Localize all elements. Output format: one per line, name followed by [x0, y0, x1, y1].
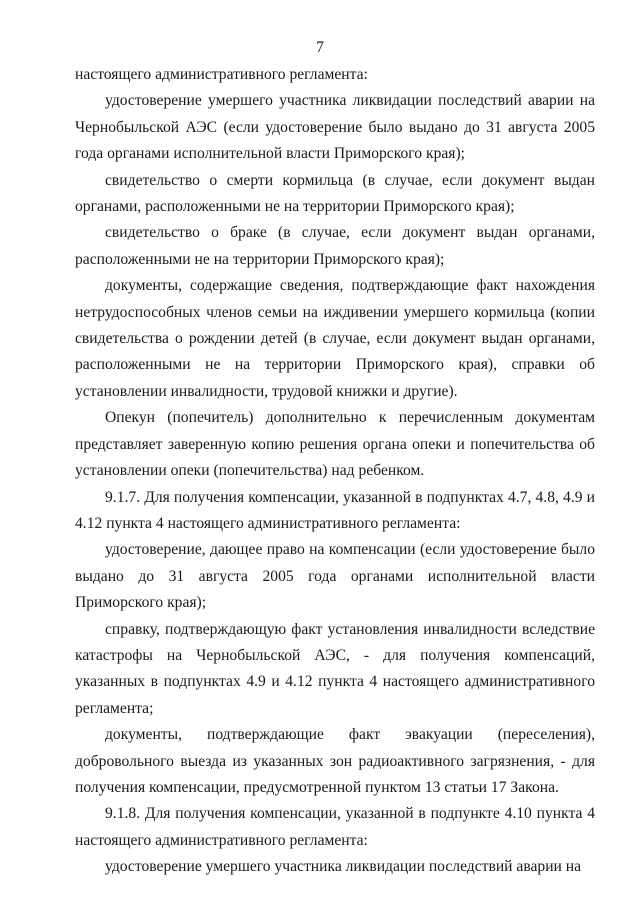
paragraph-entitlement-certificate: удостоверение, дающее право на компенсации (если удостоверение было выдано до 31 августа 2005 года органами исполнительной власти Приморского края);	[75, 541, 595, 612]
paragraph-continuation: настоящего административного регламента:	[75, 66, 368, 83]
paragraph-marriage-certificate: свидетельство о браке (в случае, если документ выдан органами, расположенными не на территории Приморского края);	[75, 224, 595, 268]
paragraph-section-9-1-8: 9.1.8. Для получения компенсации, указанной в подпункте 4.10 пункта 4 настоящего административного регламента:	[75, 805, 595, 849]
paragraph-section-9-1-7: 9.1.7. Для получения компенсации, указанной в подпунктах 4.7, 4.8, 4.9 и 4.12 пункта 4 настоящего административного регламента:	[75, 488, 595, 532]
paragraph-evacuation-documents: документы, подтверждающие факт эвакуации (переселения), добровольного выезда из указанных зон радиоактивного загрязнения, - для получения компенсации, предусмотренной пунктом 13 статьи 17 Закона.	[75, 726, 595, 796]
page-number: 7	[316, 39, 324, 56]
paragraph-disability-certificate: справку, подтверждающую факт установления инвалидности вследствие катастрофы на Чернобыльской АЭС, - для получения компенсаций, указанных в подпунктах 4.9 и 4.12 пункта 4 настоящего административного регламента;	[75, 620, 595, 717]
paragraph-liquidator-certificate: удостоверение умершего участника ликвидации последствий аварии на Чернобыльской АЭС (если удостоверение было выдано до 31 августа 2005 года органами исполнительной власти Приморского края);	[75, 92, 595, 163]
document-body	[75, 62, 595, 881]
paragraph-guardian: Опекун (попечитель) дополнительно к перечисленным документам представляет заверенную копию решения органа опеки и попечительства об установлении опеки (попечительства) над ребенком.	[75, 409, 595, 480]
paragraph-liquidator-certificate-continued: удостоверение умершего участника ликвидации последствий аварии на	[105, 858, 582, 876]
paragraph-death-certificate: свидетельство о смерти кормильца (в случае, если документ выдан органами, расположенными не на территории Приморского края);	[75, 171, 595, 216]
paragraph-dependency-documents: документы, содержащие сведения, подтверждающие факт нахождения нетрудоспособных членов семьи на иждивении умершего кормильца (копии свидетельства о рождении детей (в случае, если документ выдан органами, расположенными не на территории Приморского края), справки об установлении инвалидности, трудовой книжки и другие).	[75, 277, 595, 400]
